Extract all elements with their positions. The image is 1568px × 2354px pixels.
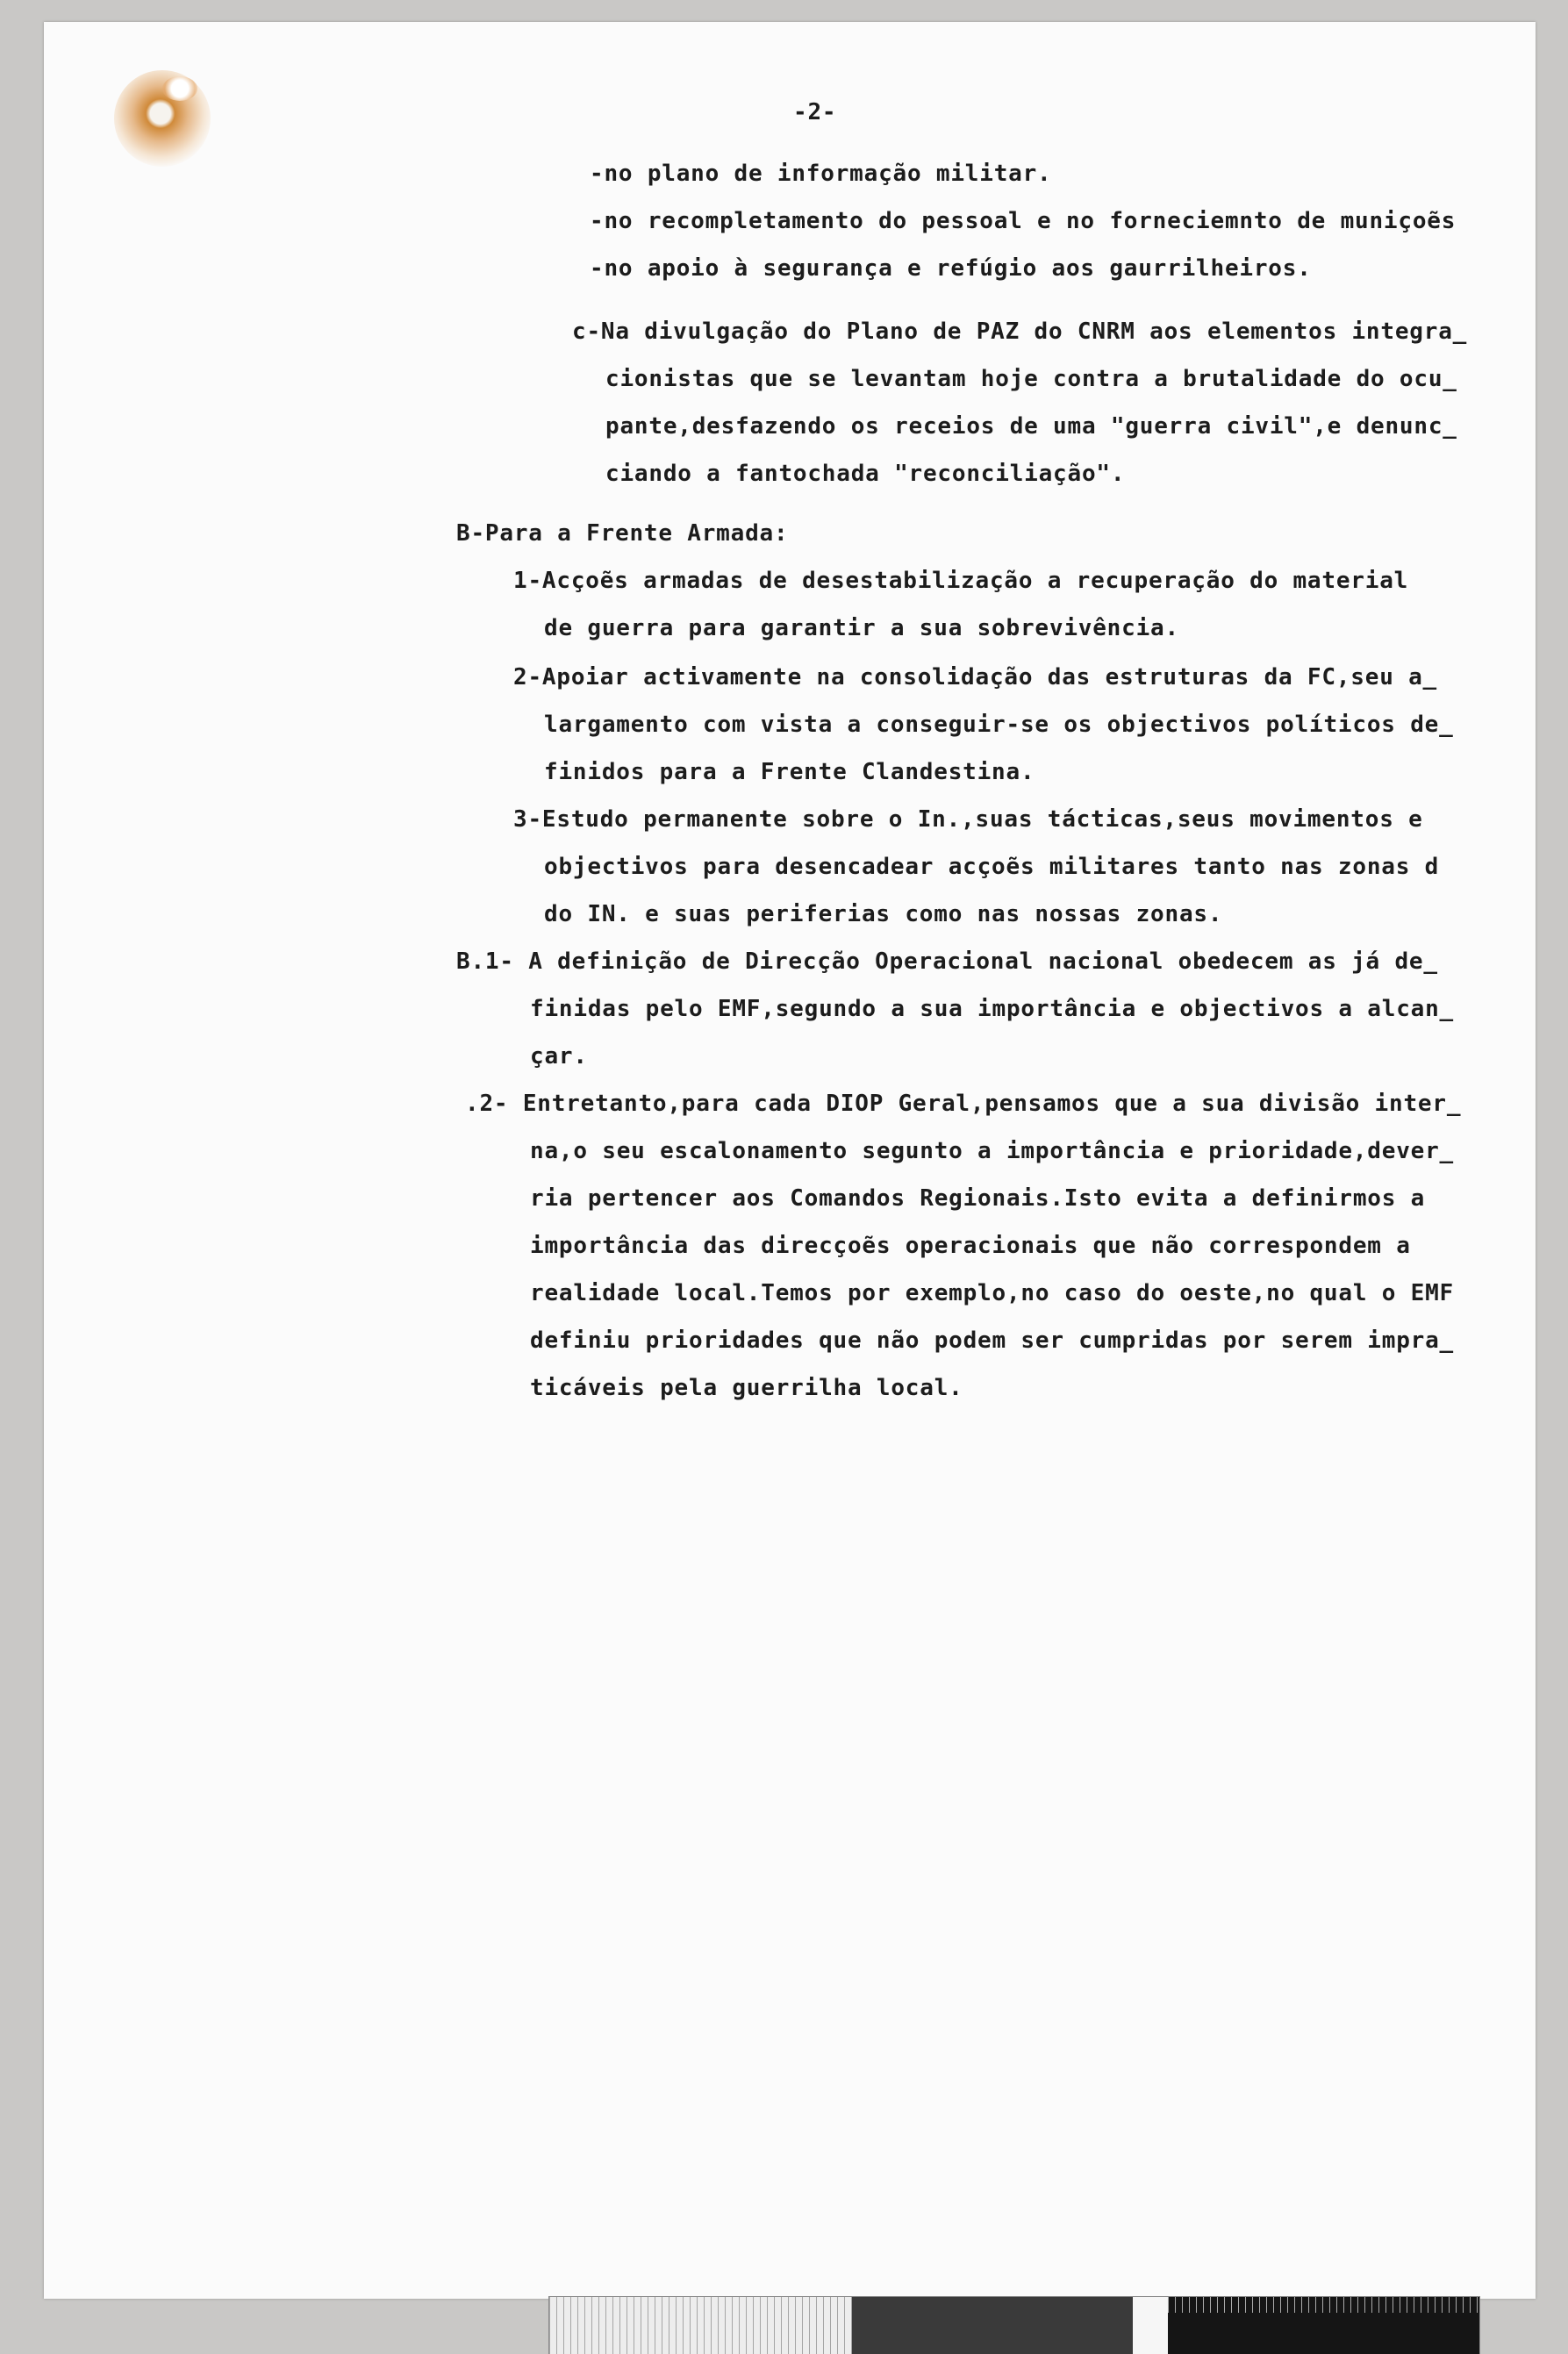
text-line: -no recompletamento do pessoal e no forneciemnto de muniçoẽs: [590, 208, 1457, 234]
text-line: ria pertencer aos Comandos Regionais.Isto evita a definirmos a: [530, 1185, 1426, 1212]
text-line: na,o seu escalonamento segunto a importância e prioridade,dever_: [530, 1138, 1455, 1164]
text-line: -no plano de informação militar.: [590, 161, 1052, 187]
text-line: ciando a fantochada "reconciliação".: [605, 461, 1126, 487]
ruler-grey-patch: [852, 2297, 1133, 2354]
text-line: 2-Apoiar activamente na consolidação das estruturas da FC,seu a_: [513, 664, 1438, 690]
text-line: de guerra para garantir a sua sobrevivência.: [544, 615, 1179, 641]
text-line: objectivos para desencadear acçoẽs militares tanto nas zonas d: [544, 854, 1440, 880]
text-line: largamento com vista a conseguir-se os objectivos políticos de_: [544, 712, 1454, 738]
paper-tear-mark: [162, 76, 197, 101]
text-line: definiu prioridades que não podem ser cumpridas por serem impra_: [530, 1327, 1455, 1354]
text-line: finidas pelo EMF,segundo a sua importância e objectivos a alcan_: [530, 996, 1455, 1022]
text-line: B.1- A definição de Direcção Operacional nacional obedecem as já de_: [456, 948, 1438, 975]
text-line: cionistas que se levantam hoje contra a brutalidade do ocu_: [605, 366, 1457, 392]
text-line: ticáveis pela guerrilha local.: [530, 1375, 963, 1401]
ruler-scale: [549, 2297, 852, 2354]
text-line: realidade local.Temos por exemplo,no caso do oeste,no qual o EMF: [530, 1280, 1455, 1306]
text-line: pante,desfazendo os receios de uma "guerra civil",e denunc_: [605, 413, 1457, 440]
ruler-tick-marks: [1168, 2297, 1479, 2313]
page-number: -2-: [793, 99, 837, 125]
text-line: .2- Entretanto,para cada DIOP Geral,pensamos que a sua divisão inter_: [465, 1091, 1462, 1117]
text-line: -no apoio à segurança e refúgio aos gaurrilheiros.: [590, 255, 1312, 282]
text-line: 3-Estudo permanente sobre o In.,suas tácticas,seus movimentos e: [513, 806, 1423, 833]
text-line: do IN. e suas periferias como nas nossas zonas.: [544, 901, 1223, 927]
ruler-white-patch: [1133, 2297, 1168, 2354]
text-line: c-Na divulgação do Plano de PAZ do CNRM aos elementos integra_: [572, 318, 1468, 345]
text-line: çar.: [530, 1043, 588, 1070]
text-line: 1-Acçoẽs armadas de desestabilização a recuperação do material: [513, 568, 1409, 594]
section-heading: B-Para a Frente Armada:: [456, 520, 789, 547]
text-line: importância das direcçoẽs operacionais que não correspondem a: [530, 1233, 1411, 1259]
text-line: finidos para a Frente Clandestina.: [544, 759, 1035, 785]
color-calibration-ruler: [548, 2296, 1480, 2354]
